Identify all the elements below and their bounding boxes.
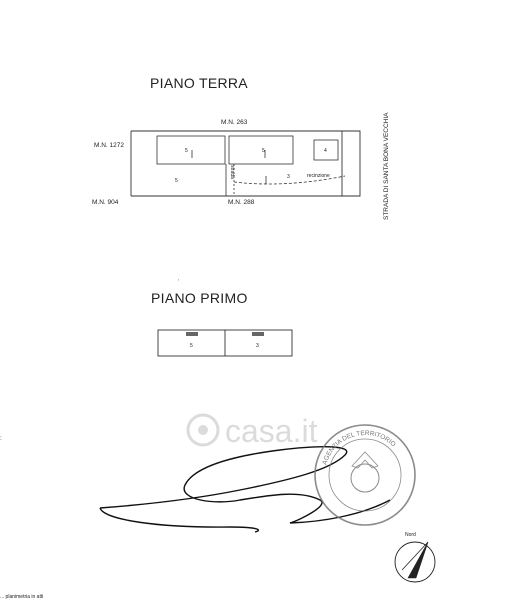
first-room-left-label: 5 [190, 343, 193, 349]
footer-note: ... planimetria in atti [0, 594, 44, 600]
passage-annotation: recinzione [307, 173, 330, 179]
room-c-label: 4 [324, 148, 327, 154]
neighbor-south-label: M.N. 288 [228, 199, 255, 206]
first-floor-rooms [158, 330, 292, 356]
neighbor-southwest-label: M.N. 904 [92, 199, 119, 206]
street-label: STRADA DI SANTA BONA VECCHIA [383, 112, 390, 220]
room-a [157, 136, 225, 164]
first-room-right-label: 3 [256, 343, 259, 349]
watermark [188, 413, 318, 449]
stamp-text: AGENZIA DEL TERRITORIO [321, 429, 397, 466]
neighbor-north-label: M.N. 263 [221, 119, 248, 126]
watermark-text: casa.it [225, 413, 318, 449]
stray-mark: , [178, 276, 180, 282]
first-floor-title: PIANO PRIMO [151, 290, 248, 306]
room-left-marker [186, 332, 198, 336]
room-a-label: 5 [185, 148, 188, 154]
room-right-marker [252, 332, 264, 336]
ground-floor-outline [131, 131, 360, 196]
neighbor-west-label: M.N. 1272 [94, 142, 124, 149]
room-e-label: 3 [287, 174, 290, 180]
room-b [229, 136, 293, 164]
ground-floor-rooms [157, 136, 345, 196]
corridor-annotation: strada [229, 165, 235, 179]
ground-floor-title: PIANO TERRA [150, 75, 248, 91]
north-arrow-icon [395, 542, 435, 582]
north-label: Nord [405, 532, 416, 538]
room-d-label: 5 [175, 178, 178, 184]
watermark-logo-dot [198, 425, 208, 435]
signature [100, 447, 390, 532]
edge-mark: : [0, 435, 2, 442]
room-b-label: 5 [262, 148, 265, 154]
